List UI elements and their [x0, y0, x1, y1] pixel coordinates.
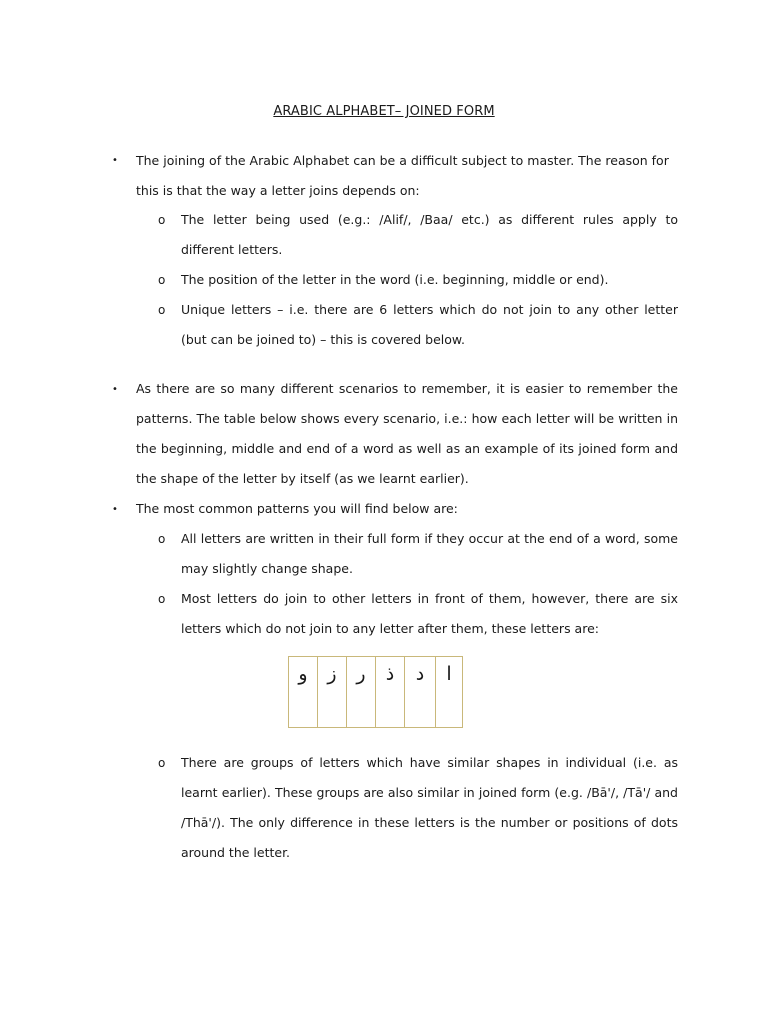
page-title: ARABIC ALPHABET– JOINED FORM: [273, 104, 495, 119]
subbullet-marker: o: [158, 273, 166, 287]
non-joining-letters-table: [288, 656, 463, 728]
letter-cell: د: [405, 657, 436, 728]
letter-cell: ا: [436, 657, 463, 728]
letter-cell: ز: [318, 657, 347, 728]
subbullet-marker: o: [158, 303, 166, 317]
subbullet-marker: o: [158, 213, 166, 227]
bullet-marker: •: [112, 155, 118, 166]
subbullet-marker: o: [158, 756, 166, 770]
subitem-paragraph: Most letters do join to other letters in front of them, however, there are six letters which do not join to any letter after them, these letters are:: [181, 591, 678, 636]
bullet-marker: •: [112, 384, 118, 395]
subbullet-marker: o: [158, 532, 166, 546]
bullet-paragraph: The most common patterns you will find below are:: [136, 501, 458, 516]
subitem-paragraph: Unique letters – i.e. there are 6 letters which do not join to any other letter (but can be joined to) – this is covered below.: [181, 302, 678, 347]
subitem-paragraph: All letters are written in their full form if they occur at the end of a word, some may slightly change shape.: [181, 531, 678, 576]
bullet-paragraph: The joining of the Arabic Alphabet can be a difficult subject to master. The reason for this is that the way a letter joins depends on:: [136, 153, 669, 198]
subitem-paragraph: The letter being used (e.g.: /Alif/, /Baa/ etc.) as different rules apply to different letters.: [181, 212, 678, 257]
letter-cell: ر: [347, 657, 376, 728]
letter-cell: ذ: [376, 657, 405, 728]
subbullet-marker: o: [158, 592, 166, 606]
subitem-paragraph: There are groups of letters which have similar shapes in individual (i.e. as learnt earlier). These groups are also similar in joined form (e.g. /Bā'/, /Tā'/ and /Thā'/). The only difference in these letters is the number or positions of dots around the letter.: [181, 755, 678, 860]
bullet-paragraph: As there are so many different scenarios to remember, it is easier to remember the patterns. The table below shows every scenario, i.e.: how each letter will be written in the beginning, middle and end of a word as well as an example of its joined form and the shape of the letter by itself (as we learnt earlier).: [136, 381, 678, 486]
subitem-paragraph: The position of the letter in the word (i.e. beginning, middle or end).: [181, 272, 609, 287]
bullet-marker: •: [112, 504, 118, 515]
letter-cell: و: [289, 657, 318, 728]
table-row: [289, 657, 463, 728]
